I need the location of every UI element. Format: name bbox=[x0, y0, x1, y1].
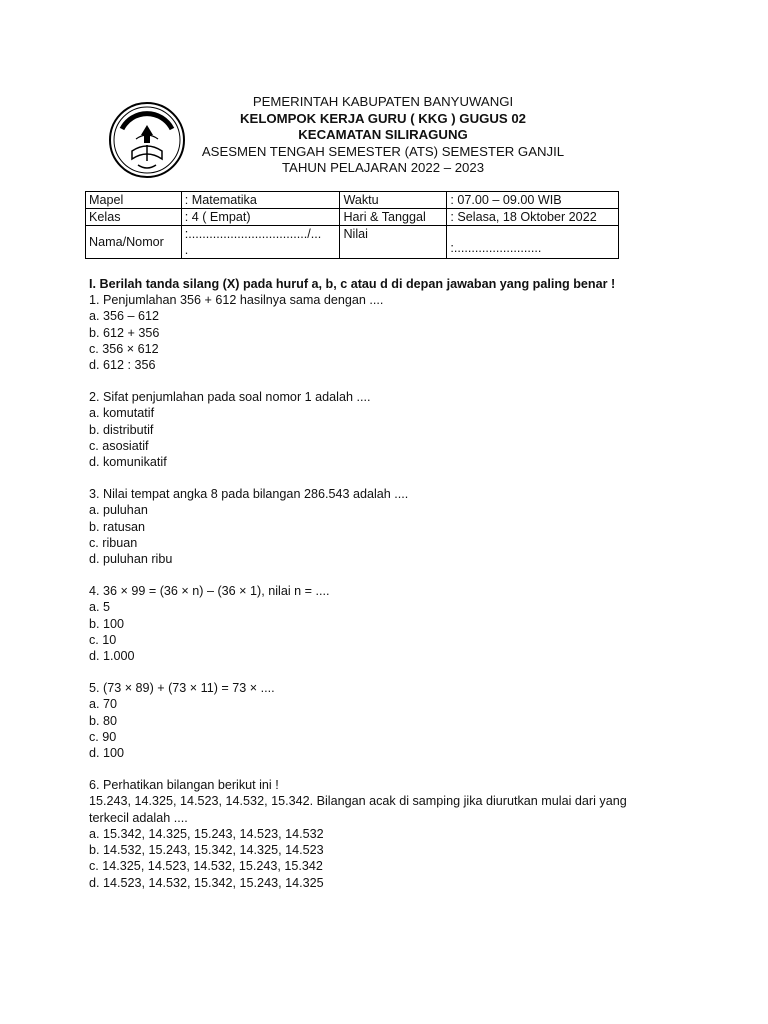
info-value: : 07.00 – 09.00 WIB bbox=[447, 192, 619, 209]
answer-option-d[interactable]: d. 612 : 356 bbox=[89, 358, 156, 373]
info-label: Mapel bbox=[86, 192, 182, 209]
info-row-kelas bbox=[86, 209, 619, 226]
question-3 bbox=[89, 486, 669, 567]
question-stem: 5. (73 × 89) + (73 × 11) = 73 × .... bbox=[89, 681, 275, 696]
tut-wuri-handayani-logo bbox=[108, 101, 186, 179]
info-row-mapel bbox=[86, 192, 619, 209]
answer-option-d[interactable]: d. 1.000 bbox=[89, 649, 135, 664]
question-stem-continued: 15.243, 14.325, 14.523, 14.532, 15.342. Bilangan acak di samping jika diurutkan mulai dari yang terkecil adalah .... bbox=[89, 794, 627, 825]
info-label: Waktu bbox=[340, 192, 447, 209]
answer-option-a[interactable]: a. 356 – 612 bbox=[89, 309, 160, 324]
question-stem: 6. Perhatikan bilangan berikut ini ! bbox=[89, 778, 279, 793]
answer-option-a[interactable]: a. 5 bbox=[89, 600, 111, 615]
answer-option-b[interactable]: b. distributif bbox=[89, 422, 154, 437]
answer-option-b[interactable]: b. 80 bbox=[89, 713, 118, 728]
name-number-field[interactable] bbox=[181, 226, 340, 259]
info-value: : Matematika bbox=[181, 192, 340, 209]
question-stem: 3. Nilai tempat angka 8 pada bilangan 286.543 adalah .... bbox=[89, 487, 409, 502]
section-instruction: I. Berilah tanda silang (X) pada huruf a, b, c atau d di depan jawaban yang paling benar ! bbox=[89, 277, 616, 291]
answer-option-b[interactable]: b. 612 + 356 bbox=[89, 325, 160, 340]
info-row-nama bbox=[86, 226, 619, 259]
answer-option-a[interactable]: a. komutatif bbox=[89, 406, 155, 421]
answer-option-d[interactable]: d. 100 bbox=[89, 746, 125, 761]
header-line-kkg: KELOMPOK KERJA GURU ( KKG ) GUGUS 02 bbox=[240, 110, 526, 126]
header-line-exam-title: ASESMEN TENGAH SEMESTER (ATS) SEMESTER GANJIL bbox=[201, 143, 565, 159]
answer-option-a[interactable]: a. 70 bbox=[89, 697, 118, 712]
answer-option-c[interactable]: c. ribuan bbox=[89, 535, 138, 550]
question-stem: 2. Sifat penjumlahan pada soal nomor 1 adalah .... bbox=[89, 390, 371, 405]
answer-option-c[interactable]: c. 90 bbox=[89, 729, 117, 744]
info-label: Nama/Nomor bbox=[86, 226, 182, 259]
answer-option-d[interactable]: d. komunikatif bbox=[89, 455, 167, 470]
info-value: : 4 ( Empat) bbox=[181, 209, 340, 226]
question-5 bbox=[89, 680, 669, 761]
answer-option-a[interactable]: a. 15.342, 14.325, 15.243, 14.523, 14.532 bbox=[89, 826, 324, 841]
name-field-line2: . bbox=[184, 243, 189, 257]
info-label: Hari & Tanggal bbox=[340, 209, 447, 226]
question-stem: 4. 36 × 99 = (36 × n) – (36 × 1), nilai n = .... bbox=[89, 584, 330, 599]
header-line-government: PEMERINTAH KABUPATEN BANYUWANGI bbox=[252, 94, 514, 109]
exam-content bbox=[89, 276, 669, 891]
header-line-kecamatan: KECAMATAN SILIRAGUNG bbox=[298, 127, 468, 142]
answer-option-b[interactable]: b. ratusan bbox=[89, 519, 146, 534]
name-field-line1: :................................../... bbox=[184, 227, 322, 241]
answer-option-c[interactable]: c. 14.325, 14.523, 14.532, 15.243, 15.342 bbox=[89, 859, 323, 874]
header-line-school-year: TAHUN PELAJARAN 2022 – 2023 bbox=[281, 160, 485, 175]
answer-option-c[interactable]: c. asosiatif bbox=[89, 438, 149, 453]
question-2 bbox=[89, 389, 669, 470]
exam-info-table bbox=[85, 191, 619, 259]
answer-option-d[interactable]: d. puluhan ribu bbox=[89, 552, 173, 567]
score-field-value: :......................... bbox=[450, 241, 542, 255]
info-label: Nilai bbox=[340, 226, 447, 259]
info-value: : Selasa, 18 Oktober 2022 bbox=[447, 209, 619, 226]
answer-option-d[interactable]: d. 14.523, 14.532, 15.342, 15.243, 14.325 bbox=[89, 875, 324, 890]
question-stem: 1. Penjumlahan 356 + 612 hasilnya sama dengan .... bbox=[89, 293, 384, 308]
answer-option-c[interactable]: c. 10 bbox=[89, 632, 117, 647]
answer-option-c[interactable]: c. 356 × 612 bbox=[89, 341, 159, 356]
question-4 bbox=[89, 583, 669, 664]
question-1 bbox=[89, 292, 669, 373]
answer-option-a[interactable]: a. puluhan bbox=[89, 503, 148, 518]
question-6 bbox=[89, 777, 669, 890]
info-label: Kelas bbox=[86, 209, 182, 226]
score-field[interactable] bbox=[447, 226, 619, 259]
answer-option-b[interactable]: b. 14.532, 15.243, 15.342, 14.325, 14.523 bbox=[89, 843, 324, 858]
answer-option-b[interactable]: b. 100 bbox=[89, 616, 125, 631]
document-header bbox=[190, 94, 576, 177]
